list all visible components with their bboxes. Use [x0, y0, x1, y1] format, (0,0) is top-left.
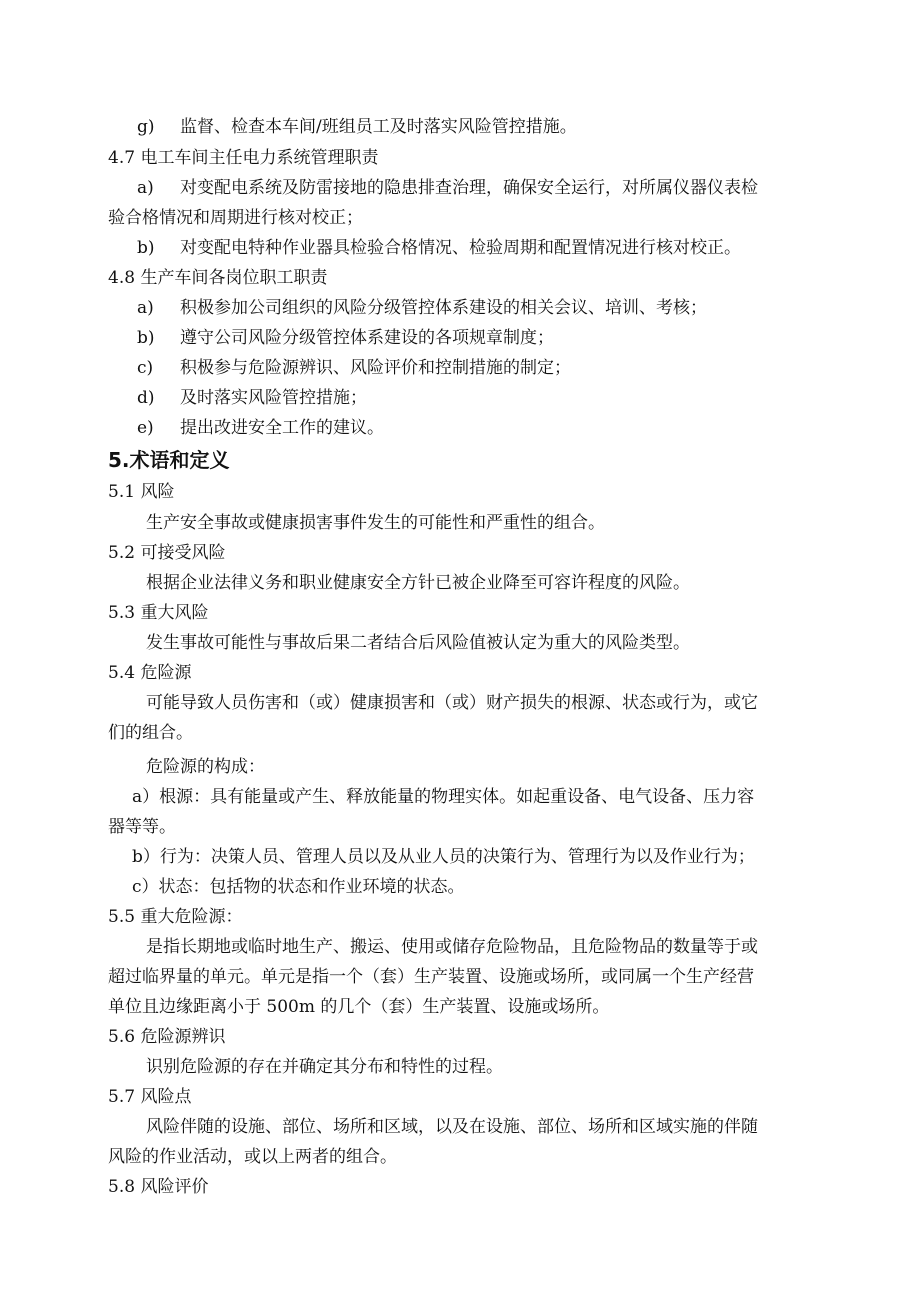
list-label: b): [137, 328, 155, 348]
list-text: 监督、检查本车间/班组员工及时落实风险管控措施。: [180, 117, 577, 137]
section-5-1-title: 5.1 风险: [108, 482, 175, 502]
section-5-5-text: 是指长期地或临时地生产、搬运、使用或储存危险物品，且危险物品的数量等于或: [146, 937, 758, 957]
list-text: 及时落实风险管控措施；: [180, 388, 367, 408]
section-5-2-text: 根据企业法律义务和职业健康安全方针已被企业降至可容许程度的风险。: [146, 573, 690, 593]
list-text: 对变配电特种作业器具检验合格情况、检验周期和配置情况进行核对校正。: [180, 238, 741, 258]
section-4-7-title: 4.7 电工车间主任电力系统管理职责: [108, 148, 379, 168]
section-4-8-title: 4.8 生产车间各岗位职工职责: [108, 268, 328, 288]
list-item-a: [137, 178, 758, 198]
section-5-7-text: 风险伴随的设施、部位、场所和区域，以及在设施、部位、场所和区域实施的伴随: [146, 1117, 758, 1137]
list-text: 遵守公司风险分级管控体系建设的各项规章制度；: [180, 328, 554, 348]
hazard-behavior-item: b）行为：决策人员、管理人员以及从业人员的决策行为、管理行为以及作业行为；: [132, 847, 755, 867]
list-label: c): [137, 358, 154, 378]
list-item-d: [137, 388, 367, 408]
chapter-5-heading: 5.术语和定义: [108, 448, 230, 472]
hazard-source-item-continuation: 器等等。: [108, 817, 176, 837]
list-label: e): [137, 418, 154, 438]
list-label: a): [137, 178, 154, 198]
list-label: a): [137, 298, 154, 318]
list-item-e: [137, 418, 384, 438]
section-5-6-title: 5.6 危险源辨识: [108, 1027, 226, 1047]
list-text: 提出改进安全工作的建议。: [180, 418, 384, 438]
list-text: 积极参与危险源辨识、风险评价和控制措施的制定；: [180, 358, 571, 378]
section-5-3-title: 5.3 重大风险: [108, 603, 209, 623]
section-5-5-title: 5.5 重大危险源：: [108, 907, 243, 927]
section-5-2-title: 5.2 可接受风险: [108, 543, 226, 563]
list-item-c: [137, 358, 571, 378]
section-5-1-text: 生产安全事故或健康损害事件发生的可能性和严重性的组合。: [146, 513, 605, 533]
list-text: 积极参加公司组织的风险分级管控体系建设的相关会议、培训、考核；: [180, 298, 707, 318]
list-item-g: [137, 117, 577, 137]
list-item-a: [137, 298, 707, 318]
section-5-6-text: 识别危险源的存在并确定其分布和特性的过程。: [146, 1057, 503, 1077]
section-5-7-title: 5.7 风险点: [108, 1087, 192, 1107]
list-item-b: [137, 328, 554, 348]
section-5-4-text-continuation: 们的组合。: [108, 723, 193, 743]
section-5-5-text-line3: 单位且边缘距离小于 500m 的几个（套）生产装置、设施或场所。: [108, 997, 610, 1017]
list-label: g): [137, 117, 155, 137]
list-item-b: [137, 238, 741, 258]
section-5-8-title: 5.8 风险评价: [108, 1177, 209, 1197]
section-5-5-text-line2: 超过临界量的单元。单元是指一个（套）生产装置、设施或场所，或同属一个生产经营: [108, 967, 754, 987]
list-text: 对变配电系统及防雷接地的隐患排查治理，确保安全运行，对所属仪器仪表检: [180, 178, 758, 198]
list-item-a-continuation: 验合格情况和周期进行核对校正；: [108, 208, 363, 228]
list-label: b): [137, 238, 155, 258]
section-5-4-text: 可能导致人员伤害和（或）健康损害和（或）财产损失的根源、状态或行为，或它: [146, 693, 758, 713]
hazard-source-item: a）根源：具有能量或产生、释放能量的物理实体。如起重设备、电气设备、压力容: [132, 787, 755, 807]
hazard-state-item: c）状态：包括物的状态和作业环境的状态。: [132, 877, 465, 897]
list-label: d): [137, 388, 155, 408]
section-5-4-title: 5.4 危险源: [108, 663, 192, 683]
hazard-composition-label: 危险源的构成：: [146, 757, 265, 777]
section-5-7-text-continuation: 风险的作业活动，或以上两者的组合。: [108, 1147, 397, 1167]
section-5-3-text: 发生事故可能性与事故后果二者结合后风险值被认定为重大的风险类型。: [146, 633, 690, 653]
